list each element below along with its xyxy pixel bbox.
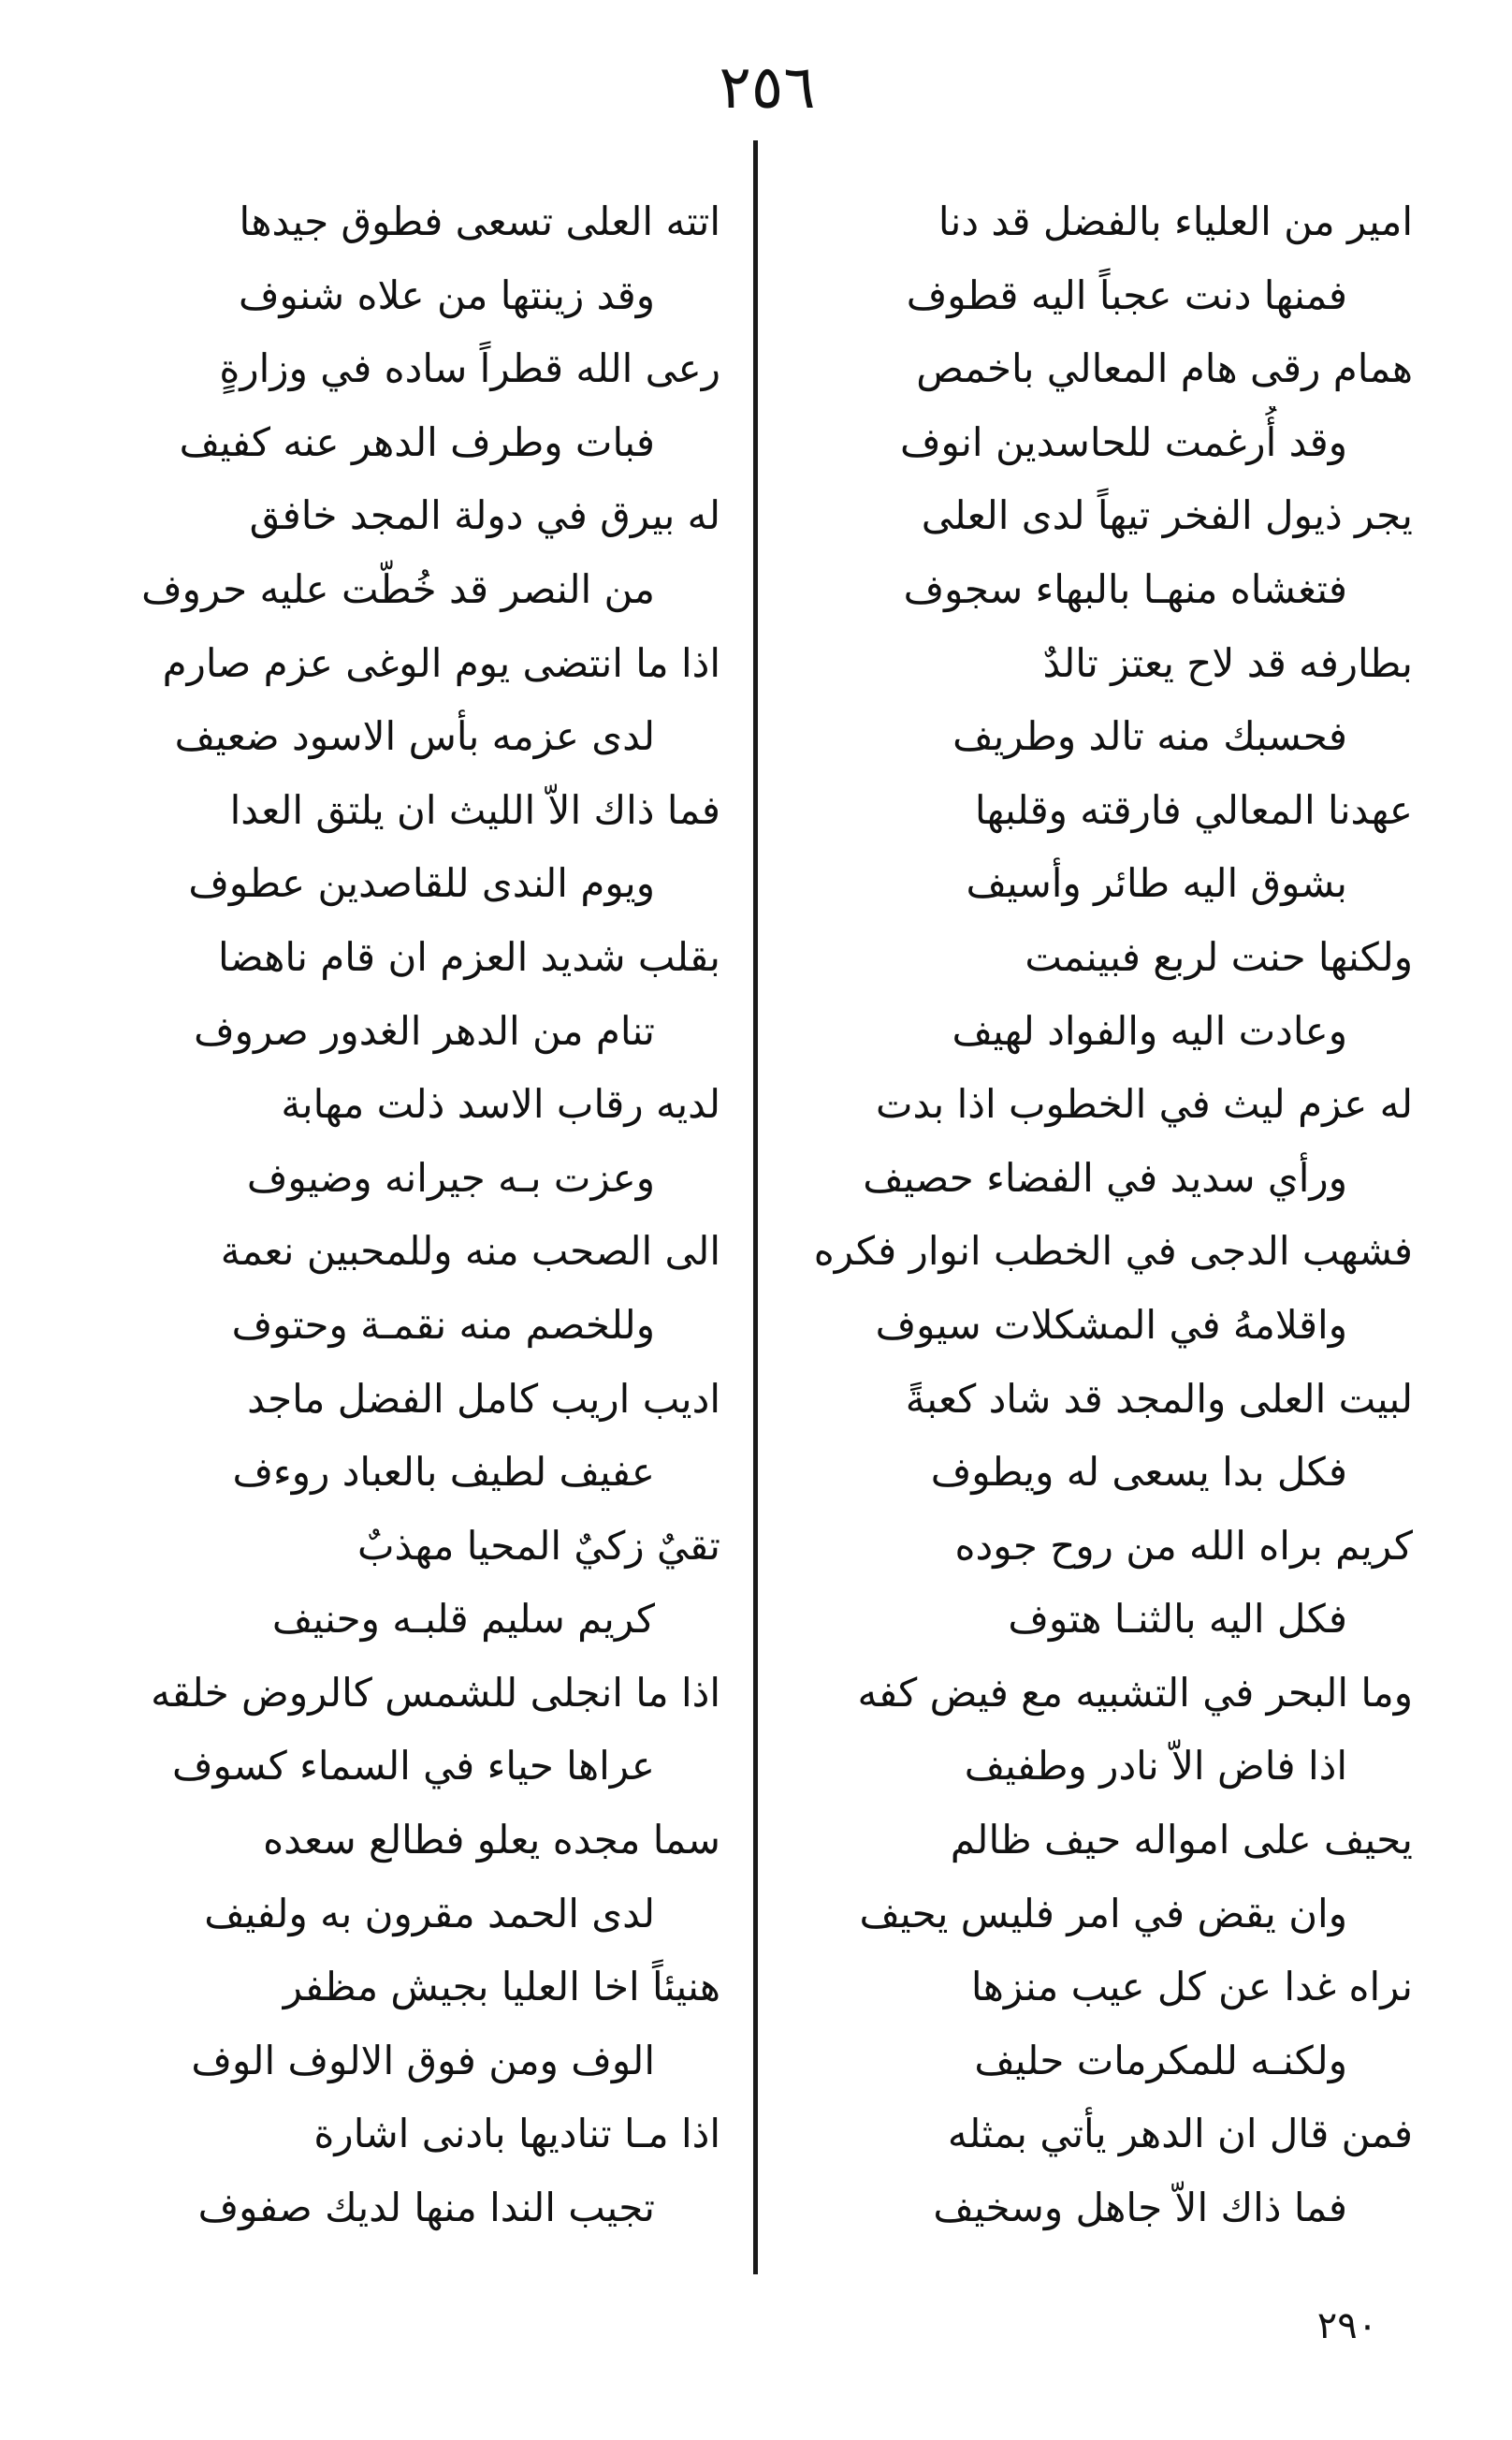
page-number-top: ٢٥٦ <box>719 53 816 123</box>
poem-line: اديب اريب كامل الفضل ماجد <box>247 1375 720 1422</box>
poem-line: لدى عزمه بأس الاسود ضعيف <box>174 713 655 760</box>
poem-line: لديه رقاب الاسد ذلت مهابة <box>281 1081 720 1128</box>
poem-line: رعى الله قطراً ساده في وزارةٍ <box>219 345 720 392</box>
poem-line: لبيت العلى والمجد قد شاد كعبةً <box>905 1375 1413 1422</box>
poem-line: ورأي سديد في الفضاء حصيف <box>863 1154 1347 1201</box>
poem-line: همام رقى هام المعالي باخمص <box>916 345 1413 392</box>
poem-line: فحسبك منه تالد وطريف <box>952 713 1347 760</box>
poem-line: وما البحر في التشبيه مع فيض كفه <box>857 1669 1413 1716</box>
column-divider <box>753 140 758 2274</box>
poem-line: اتته العلى تسعى فطوق جيدها <box>239 198 720 244</box>
poem-line: اذا ما انتضى يوم الوغى عزم صارم <box>162 639 720 686</box>
poem-line: سما مجده يعلو فطالع سعده <box>263 1817 720 1863</box>
poem-line: ويوم الندى للقاصدين عطوف <box>188 860 655 907</box>
poem-line: اذا مـا تناديها بادنى اشارة <box>313 2111 720 2157</box>
poem-line: فشهب الدجى في الخطب انوار فكره <box>813 1228 1413 1275</box>
poem-line: فتغشاه منهـا بالبهاء سجوف <box>903 565 1347 612</box>
poem-line: وقد أُرغمت للحاسدين انوف <box>900 418 1347 465</box>
poem-line: واقلامهُ في المشكلات سيوف <box>875 1301 1347 1348</box>
poem-line: عهدنا المعالي فارقته وقلبها <box>974 786 1413 833</box>
poem-line: نراه غدا عن كل عيب منزها <box>970 1964 1413 2010</box>
poem-line: فمن قال ان الدهر يأتي بمثله <box>947 2111 1413 2157</box>
poem-line: وعادت اليه والفواد لهيف <box>952 1007 1347 1054</box>
poem-line: فبات وطرف الدهر عنه كفيف <box>179 418 655 465</box>
poem-line: فكل بدا يسعى له ويطوف <box>930 1449 1347 1496</box>
poem-line: الوف ومن فوق الالوف الوف <box>191 2037 655 2083</box>
poem-line: بطارفه قد لاح يعتز تالدٌ <box>1042 639 1413 686</box>
page-number-bottom: ٢٩٠ <box>1316 2304 1378 2347</box>
poem-line: تجيب الندا منها لديك صفوف <box>197 2184 655 2231</box>
poem-line: وان يقض في امر فليس يحيف <box>859 1890 1347 1936</box>
poem-line: بقلب شديد العزم ان قام ناهضا <box>218 933 720 980</box>
poem-line: هنيئاً اخا العليا بجيش مظفر <box>283 1964 720 2010</box>
poem-line: ولكنها حنت لربع فبينمت <box>1025 933 1413 980</box>
poem-line: له بيرق في دولة المجد خافق <box>249 492 720 539</box>
poem-column-left <box>122 185 720 2245</box>
poem-line: عفيف لطيف بالعباد روءف <box>232 1449 655 1496</box>
poem-line: فكل اليه بالثنـا هتوف <box>1008 1596 1347 1643</box>
poem-line: امير من العلياء بالفضل قد دنا <box>938 198 1413 244</box>
poem-line: تنام من الدهر الغدور صروف <box>194 1007 655 1054</box>
poem-line: وقد زينتها من علاه شنوف <box>239 271 655 318</box>
poem-line: فما ذاك الاّ جاهل وسخيف <box>933 2184 1347 2231</box>
poem-line: ولكنـه للمكرمات حليف <box>974 2037 1347 2083</box>
poem-line: عراها حياء في السماء كسوف <box>172 1743 655 1790</box>
poem-line: اذا ما انجلى للشمس كالروض خلقه <box>151 1669 720 1716</box>
poem-line: يحيف على امواله حيف ظالم <box>950 1817 1413 1863</box>
poem-column-right <box>795 185 1413 2245</box>
poem-line: بشوق اليه طائر وأسيف <box>966 860 1347 907</box>
poem-line: فمنها دنت عجباً اليه قطوف <box>906 271 1347 318</box>
poem-line: تقيٌ زكيٌ المحيا مهذبٌ <box>356 1522 720 1569</box>
poem-line: يجر ذيول الفخر تيهاً لدى العلى <box>921 492 1413 539</box>
poem-line: لدى الحمد مقرون به ولفيف <box>204 1890 655 1936</box>
poem-line: وعزت بـه جيرانه وضيوف <box>246 1154 655 1201</box>
poem-line: له عزم ليث في الخطوب اذا بدت <box>875 1081 1413 1128</box>
poem-line: كريم سليم قلبـه وحنيف <box>271 1596 655 1643</box>
poem-line: كريم براه الله من روح جوده <box>954 1522 1413 1569</box>
poem-line: فما ذاك الاّ الليث ان يلتق العدا <box>229 786 720 833</box>
poem-line: اذا فاض الاّ نادر وطفيف <box>964 1743 1347 1790</box>
poem-line: من النصر قد خُطّت عليه حروف <box>141 565 655 612</box>
poem-line: الى الصحب منه وللمحبين نعمة <box>220 1228 720 1275</box>
poem-line: وللخصم منه نقمـة وحتوف <box>231 1301 655 1348</box>
